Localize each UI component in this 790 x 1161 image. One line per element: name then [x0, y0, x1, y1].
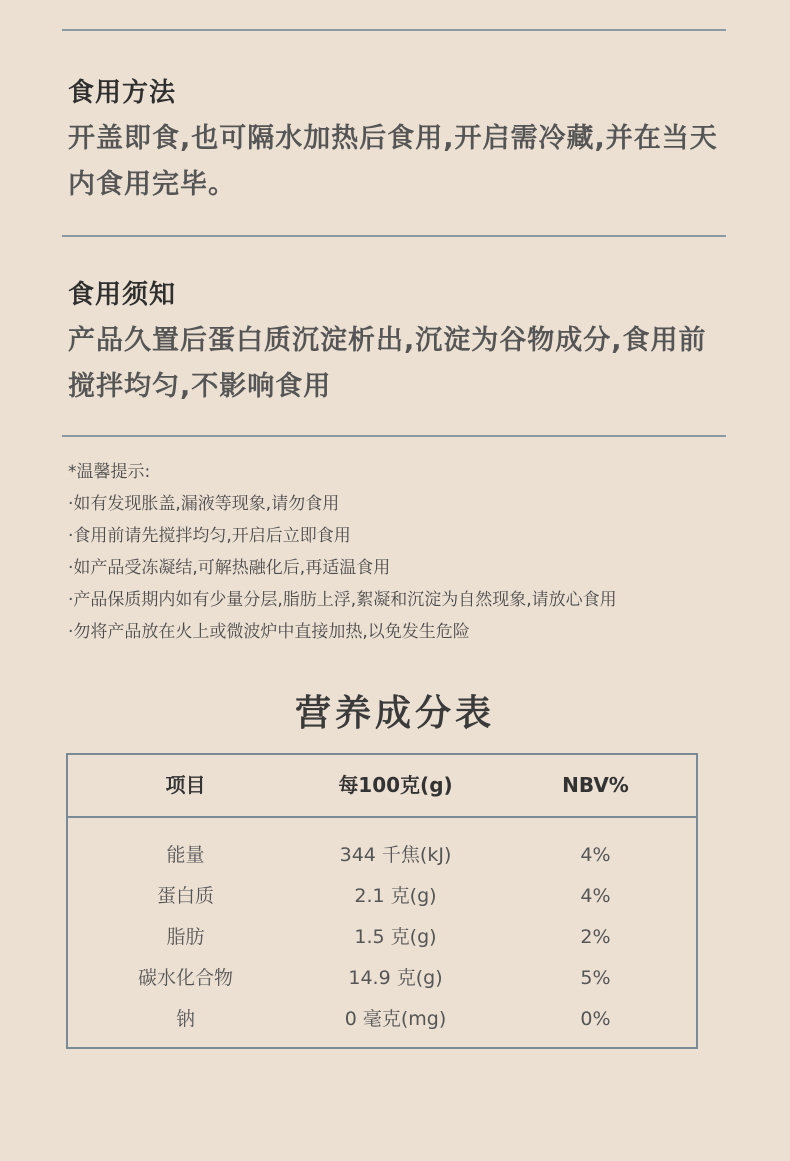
nutrition-title: 营养成分表 [294, 693, 495, 734]
row-name: 蛋白质 [156, 885, 214, 907]
row-amount: 0 毫克(mg) [344, 1008, 447, 1030]
nutrition-table [66, 753, 698, 1049]
usage-title: 食用方法 [68, 78, 177, 108]
tip-item: ·产品保质期内如有少量分层,脂肪上浮,絮凝和沉淀为自然现象,请放心食用 [68, 590, 617, 610]
table-header [68, 755, 696, 818]
row-nbv: 4% [580, 885, 611, 907]
table-row [68, 917, 696, 958]
row-nbv: 2% [580, 926, 611, 948]
header-per100g: 每100克(g) [338, 773, 453, 797]
tip-item: ·勿将产品放在火上或微波炉中直接加热,以免发生危险 [68, 622, 470, 642]
table-row [68, 999, 696, 1040]
row-amount: 344 千焦(kJ) [339, 844, 452, 866]
row-amount: 2.1 克(g) [354, 885, 437, 907]
table-row [68, 958, 696, 999]
notice-section [68, 280, 738, 410]
notice-line-2: 搅拌均匀,不影响食用 [68, 371, 332, 402]
row-amount: 1.5 克(g) [354, 926, 437, 948]
divider-1 [62, 235, 726, 237]
top-divider [62, 29, 726, 31]
header-item: 项目 [165, 773, 206, 797]
header-nbv: NBV% [562, 773, 629, 797]
tips-heading: *温馨提示: [68, 462, 151, 482]
row-nbv: 4% [580, 844, 611, 866]
notice-title: 食用须知 [68, 280, 177, 310]
usage-text [68, 116, 738, 208]
notice-line-1: 产品久置后蛋白质沉淀析出,沉淀为谷物成分,食用前 [68, 325, 707, 356]
table-row [68, 876, 696, 917]
warm-tips [68, 456, 768, 648]
tip-item: ·如产品受冻凝结,可解热融化后,再适温食用 [68, 558, 391, 578]
row-name: 能量 [166, 844, 205, 866]
usage-line-2: 内食用完毕。 [68, 169, 236, 200]
row-nbv: 5% [580, 967, 611, 989]
row-amount: 14.9 克(g) [348, 967, 443, 989]
tip-item: ·如有发现胀盖,漏液等现象,请勿食用 [68, 494, 340, 514]
row-nbv: 0% [580, 1008, 611, 1030]
row-name: 碳水化合物 [137, 967, 233, 989]
row-name: 钠 [175, 1008, 195, 1030]
divider-2 [62, 435, 726, 437]
notice-text [68, 318, 738, 410]
usage-section [68, 78, 738, 208]
table-row [68, 835, 696, 876]
usage-line-1: 开盖即食,也可隔水加热后食用,开启需冷藏,并在当天 [68, 123, 718, 154]
row-name: 脂肪 [166, 926, 205, 948]
tip-item: ·食用前请先搅拌均匀,开启后立即食用 [68, 526, 351, 546]
